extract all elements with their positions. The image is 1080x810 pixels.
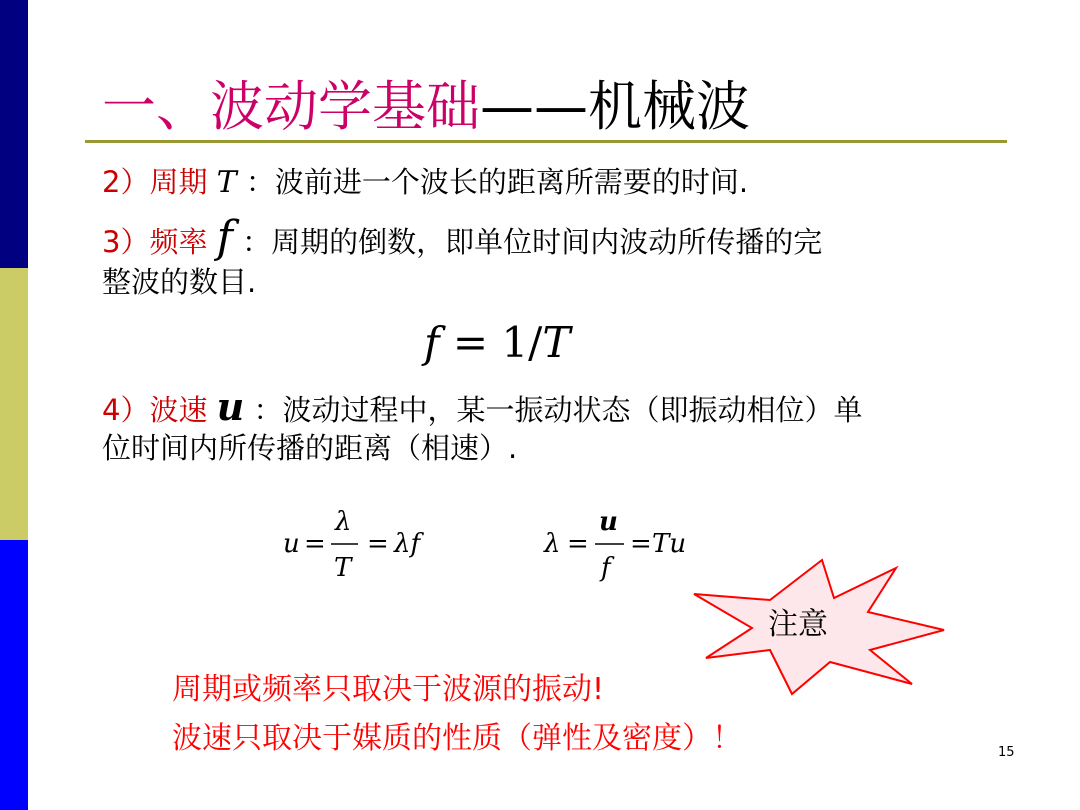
speed-formula-num: λ (335, 507, 352, 537)
speed-formula-lhs: u (283, 529, 300, 559)
formula-speed (283, 507, 424, 583)
wavelength-formula-eq1: = (567, 529, 589, 559)
frequency-text-cont: 整波的数目. (102, 265, 257, 299)
page-number: 15 (998, 745, 1015, 760)
formula-f: f (424, 318, 440, 367)
wavelength-formula-lhs: λ (544, 529, 561, 559)
note-line-1: 周期或频率只取决于波源的振动! (172, 672, 605, 707)
formula-eq: = 1/ (439, 318, 543, 367)
formula-wavelength (543, 507, 686, 583)
wavelength-formula-eq2: = (630, 529, 652, 559)
title-red-part: 一、波动学基础 (102, 75, 480, 138)
note-line-2: 波速只取决于媒质的性质（弹性及密度）！ (172, 721, 742, 756)
speed-formula-den: T (334, 553, 352, 583)
title-dash: —— (480, 75, 588, 138)
speed-text-cont: 位时间内所传播的距离（相速）. (102, 431, 518, 465)
speed-text: ：波动过程中，某一振动状态（即振动相位）单 (244, 393, 863, 427)
wavelength-formula-den: f (601, 553, 611, 583)
notice-label: 注意 (768, 607, 828, 642)
formula-T: T (542, 318, 571, 367)
period-symbol: T (216, 165, 237, 200)
speed-label: 4）波速 (102, 393, 217, 427)
wavelength-formula-rhs: Tu (652, 529, 687, 559)
frequency-text: ：周期的倒数，即单位时间内波动所传播的完 (232, 225, 823, 259)
period-text: ：波前进一个波长的距离所需要的时间. (236, 165, 749, 199)
speed-formula-rhs: λf (394, 529, 421, 559)
wavelength-formula-num: u (599, 507, 618, 537)
speed-formula-eq2: = (367, 529, 389, 559)
frequency-label: 3）频率 (102, 225, 217, 259)
title-black-part: 机械波 (588, 75, 750, 138)
frequency-symbol: f (216, 212, 233, 263)
speed-symbol: u (216, 384, 245, 429)
period-label: 2）周期 (102, 165, 217, 199)
speed-formula-eq1: = (304, 529, 326, 559)
